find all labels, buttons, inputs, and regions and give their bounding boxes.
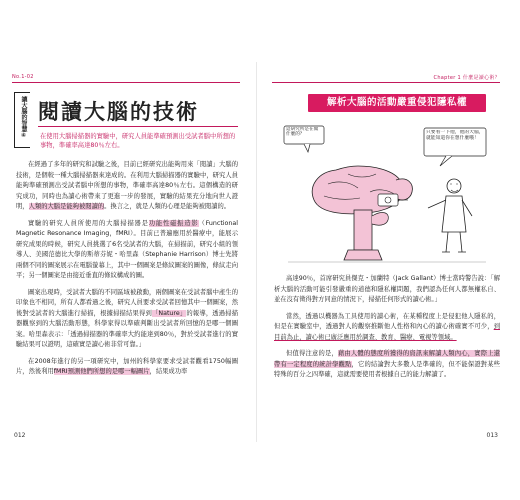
highlight-phrase: 人類的大腦是能夠被閱讀的 xyxy=(28,203,105,210)
left-page-number: 012 xyxy=(14,432,26,439)
scientist-figure xyxy=(428,179,472,252)
right-running-head: Chapter 1 什麼是讀心術？ xyxy=(433,75,500,81)
highlight-phrase: 功能性磁振造影 xyxy=(148,219,199,227)
bubble-right-text: 只要看一下他，他的大腦，就能知道你在想什麼哦！ xyxy=(426,130,484,141)
right-page xyxy=(264,62,508,442)
speech-bubble-right xyxy=(424,128,486,166)
brain-creature xyxy=(312,166,412,260)
left-page xyxy=(4,62,248,442)
right-paragraph-2: 當然，透過以機器為工具使用的讀心術，在某種程度上是侵犯他人隱私的，但是在實驗室中，透過對人的觀察推斷他人性格和內心的讀心術確實不可少，到目前為止，讀心術已廣泛應用於調查、教育、醫療、電視等領域。 xyxy=(274,312,500,341)
chapter-title: 閱讀大腦的技術 xyxy=(38,100,199,124)
underlined-phrase: 到目前為止，讀心術已廣泛應用於調查、教育、醫療、電視等領域。 xyxy=(274,323,500,341)
banner-text: 解析大腦的活動嚴重侵犯隱私權 xyxy=(326,97,467,108)
right-page-number: 013 xyxy=(486,432,498,439)
left-body xyxy=(16,160,238,384)
left-header-rule xyxy=(12,82,240,83)
lead-summary: 在使用大腦掃描器的實驗中，研究人員能準確預測出受試者腦中所想的事物，準確率高達80％左右。 xyxy=(40,133,236,149)
right-body xyxy=(274,274,500,387)
speech-bubble-left xyxy=(284,126,324,152)
book-gutter xyxy=(256,62,257,442)
cartoon-illustration xyxy=(278,120,496,270)
right-paragraph-3: 但值得注意的是，藉由人體的態度所獲得的資訊來解讀人類內心，實際上還帶有一定程度的統計學觀點，它的結論對大多數人是準確的，但不能保證對某些特殊的百分之四準確，這就需要使用者根據自己的能力解讀了。 xyxy=(274,350,501,378)
left-paragraph-4: 在2008年進行的另一項研究中，加州的科學家要求受試者觀看1750幅圖片，然後利用fMRI預測他們所想的是哪一幅圖片，結果成功率 xyxy=(16,357,238,375)
highlight-phrase: 藉由人體的態度所獲得的資訊來解讀人類內心，實際上還帶有一定程度的統計學觀點 xyxy=(274,350,501,368)
left-paragraph-2: 實驗的研究人員所使用的大腦掃描器是功能性磁振造影（Functional Magnetic Resonance Imaging，fMRI）。目前已普遍應用於醫療中，能展示研究成果的時候，研究人員挑選了6名受試者的大腦，在掃描前，研究小組的領導人、美國范德比大學的斯蒂芬妮・哈里森（Stephanie Harrison）博士先將兩個不同的圖案展示在電腦螢幕上，其中一個圖案是條紋圖案的圖像，條紋走向平；另一個圖案是由接近垂直的條紋構成的圖。 xyxy=(16,219,238,279)
right-header-rule xyxy=(272,82,500,83)
left-paragraph-3: 圖案出現時，受試者大腦的不同區域被啟動，兩個圖案在受試者腦中產生的印象也不相同，所有人都看過之後，研究人員要求受試者回憶其中一個圖案，然後對受試者的大腦進行掃描，根據掃描結果得到「Nature」的報導，透過掃描器觀察到的大腦活動形態，科學家得以準確判斷出受試者所回憶的是哪一個圖案。哈里森表示：「透過掃描器的準確率大約能達到80％，對於受試者進行的實驗結果可以證明，這確實是讀心術非常可靠。」 xyxy=(16,288,239,348)
title-rule xyxy=(38,126,238,127)
left-running-head: No.1-02 xyxy=(12,74,34,80)
right-paragraph-1: 高達90％，首席研究員傑克・加蘭特（Jack Gallant）博士當時警告說：「解析大腦的活動可能引發嚴重的道德和隱私權問題，我們認為任何人都無權私自、並在沒有徵得對方同意的情況下，掃描任何形式的讀心術。」 xyxy=(274,275,500,303)
vertical-section-title: 讓大腦的智慧④ xyxy=(20,96,27,139)
highlight-phrase: fMRI預測他們所想的是哪一幅圖片 xyxy=(53,368,150,375)
section-banner xyxy=(308,94,486,112)
bubble-left-text: 這研究所是在做什麼的？ xyxy=(286,127,319,138)
left-paragraph-1: 在經過了多年的研究和試驗之後，目前已經研究出能夠用來「閱讀」大腦的技術，是個較一種大腦掃描器來達成的。在利用大腦掃描器的實驗中，研究人員能夠準確預測出受試者腦中所想的事物，準確率高達80％左右。這個構造的研究成功，同時也為讀心術帶來了更進一步的發展，實驗的結果充分地向世人證明，人類的大腦是能夠被閱讀的。換言之，就是人類的心理是能夠被閱讀的。 xyxy=(16,161,238,210)
highlight-phrase: 「Nature」 xyxy=(151,309,187,317)
